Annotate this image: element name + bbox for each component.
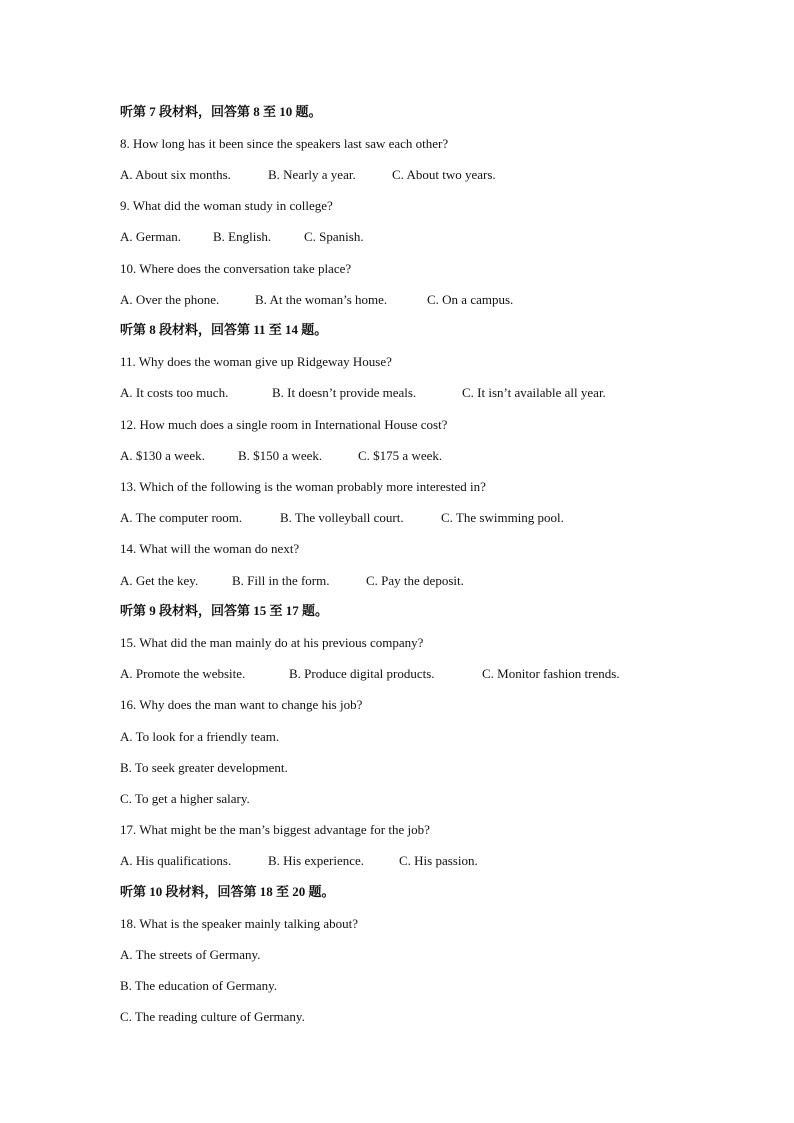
question-17: 17. What might be the man’s biggest advantage for the job? — [120, 822, 430, 837]
question-11: 11. Why does the woman give up Ridgeway House? — [120, 354, 392, 369]
option-a: A. Over the phone. — [120, 292, 220, 307]
question-18-option-c: C. The reading culture of Germany. — [120, 1009, 305, 1024]
option-b: B. The volleyball court. — [280, 510, 404, 525]
question-14: 14. What will the woman do next? — [120, 541, 300, 556]
option-b: B. Fill in the form. — [232, 573, 330, 588]
question-17-options — [120, 853, 478, 869]
option-c: C. Pay the deposit. — [366, 573, 464, 588]
question-9: 9. What did the woman study in college? — [120, 198, 333, 213]
option-c: C. His passion. — [399, 853, 478, 868]
section-heading: 听第 8 段材料，回答第 11 至 14 题。 — [120, 322, 328, 337]
option-b: B. $150 a week. — [238, 448, 323, 463]
option-c: C. About two years. — [392, 167, 496, 182]
question-18: 18. What is the speaker mainly talking about? — [120, 916, 359, 931]
option-b: B. It doesn’t provide meals. — [272, 385, 417, 400]
section-heading: 听第 7 段材料，回答第 8 至 10 题。 — [120, 104, 322, 119]
question-13-options — [120, 510, 564, 526]
option-c: C. Monitor fashion trends. — [482, 666, 620, 681]
option-c: C. $175 a week. — [358, 448, 443, 463]
question-13: 13. Which of the following is the woman probably more interested in? — [120, 479, 486, 494]
question-15: 15. What did the man mainly do at his previous company? — [120, 635, 424, 650]
option-c: C. On a campus. — [427, 292, 514, 307]
option-c: C. It isn’t available all year. — [462, 385, 606, 400]
option-a: A. His qualifications. — [120, 853, 232, 868]
question-8-options — [120, 167, 496, 183]
question-18-option-b: B. The education of Germany. — [120, 978, 278, 993]
option-b: B. Nearly a year. — [268, 167, 356, 182]
question-8: 8. How long has it been since the speakers last saw each other? — [120, 136, 449, 151]
question-16-option-b: B. To seek greater development. — [120, 760, 288, 775]
question-12-options — [120, 448, 442, 464]
question-10: 10. Where does the conversation take place? — [120, 261, 352, 276]
option-b: B. Produce digital products. — [289, 666, 435, 681]
option-c: C. The swimming pool. — [441, 510, 564, 525]
question-10-options — [120, 292, 513, 308]
option-a: A. Promote the website. — [120, 666, 246, 681]
option-a: A. It costs too much. — [120, 385, 229, 400]
question-16-option-a: A. To look for a friendly team. — [120, 729, 280, 744]
option-a: A. Get the key. — [120, 573, 199, 588]
section-heading: 听第 9 段材料，回答第 15 至 17 题。 — [120, 603, 329, 618]
option-c: C. Spanish. — [304, 229, 364, 244]
option-a: A. $130 a week. — [120, 448, 205, 463]
option-a: A. About six months. — [120, 167, 231, 182]
option-b: B. English. — [213, 229, 272, 244]
section-heading: 听第 10 段材料，回答第 18 至 20 题。 — [120, 884, 335, 899]
option-a: A. German. — [120, 229, 182, 244]
option-b: B. His experience. — [268, 853, 365, 868]
question-16: 16. Why does the man want to change his job? — [120, 697, 363, 712]
question-14-options — [120, 573, 464, 589]
question-15-options — [120, 666, 620, 682]
question-12: 12. How much does a single room in International House cost? — [120, 417, 448, 432]
question-11-options — [120, 385, 606, 401]
option-b: B. At the woman’s home. — [255, 292, 388, 307]
question-18-option-a: A. The streets of Germany. — [120, 947, 261, 962]
option-a: A. The computer room. — [120, 510, 243, 525]
question-9-options — [120, 229, 364, 245]
question-16-option-c: C. To get a higher salary. — [120, 791, 250, 806]
